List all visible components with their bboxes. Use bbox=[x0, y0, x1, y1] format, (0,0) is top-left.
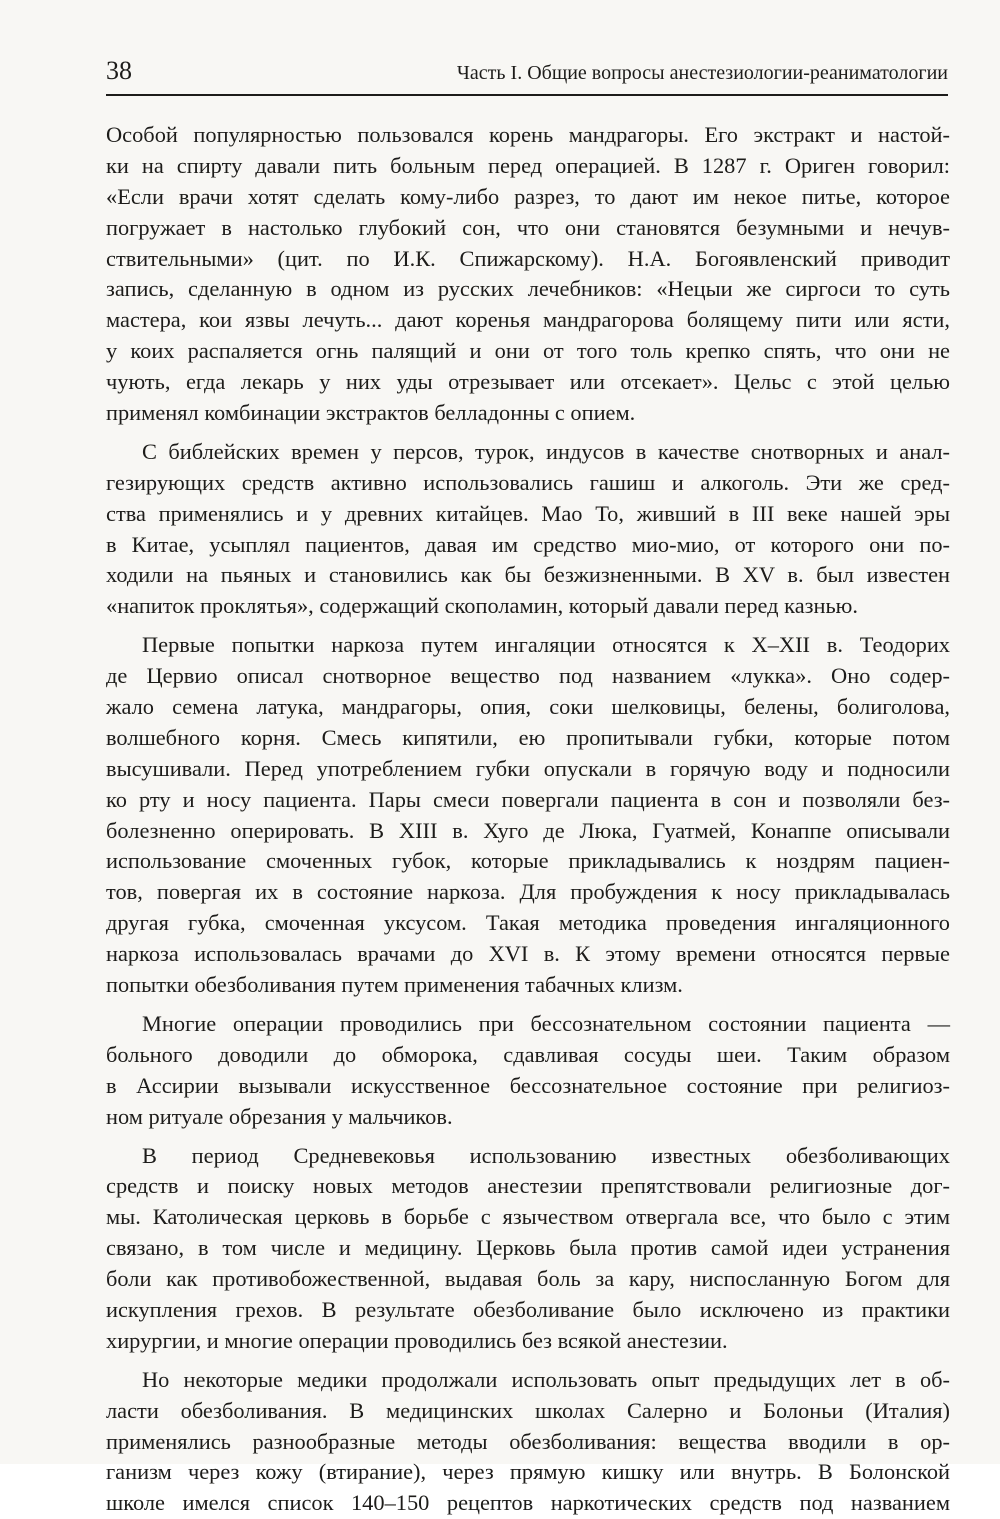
text-line: школе имелся список 140–150 рецептов наркотических средств под названием bbox=[106, 1490, 950, 1516]
text-line: Многие операции проводились при бессознательном состоянии пациента — bbox=[142, 1010, 950, 1036]
text-line: искупления грехов. В результате обезболивание было исключено из практики bbox=[106, 1296, 950, 1322]
text-line: попытки обезболивания путем применения табачных клизм. bbox=[106, 972, 683, 998]
text-line: Первые попытки наркоза путем ингаляции относятся к X–XII в. Теодорих bbox=[142, 632, 950, 658]
text-line: «напиток проклятья», содержащий скополамин, который давали перед казнью. bbox=[106, 593, 859, 619]
body-text bbox=[106, 120, 950, 1519]
text-line: погружает в настолько глубокий сон, что они становятся безумными и нечув- bbox=[106, 214, 950, 240]
text-line: С библейских времен у персов, турок, индусов в качестве снотворных и анал- bbox=[142, 438, 950, 464]
text-line: применял комбинации экстрактов белладонны с опием. bbox=[106, 400, 636, 426]
paragraph bbox=[106, 630, 950, 1001]
text-line: хирургии, и многие операции проводились без всякой анестезии. bbox=[106, 1327, 728, 1353]
text-line: ки на спирту давали пить больным перед операцией. В 1287 г. Ориген говорил: bbox=[106, 152, 950, 178]
text-line: ко рту и носу пациента. Пары смеси повергали пациента в сон и позволяли без- bbox=[106, 786, 950, 812]
text-line: чують, егда лекарь у них уды отрезывает или отсекает». Цельс с этой целью bbox=[106, 369, 950, 395]
text-line: В период Средневековья использованию известных обезболивающих bbox=[142, 1142, 950, 1168]
text-line: ласти обезболивания. В медицинских школах Салерно и Болоньи (Италия) bbox=[106, 1397, 950, 1423]
text-line: Особой популярностью пользовался корень мандрагоры. Его экстракт и настой- bbox=[106, 122, 950, 147]
text-line: больного доводили до обморока, сдавливая сосуды шеи. Таким образом bbox=[106, 1041, 950, 1067]
text-line: наркоза использовалась врачами до XVI в. К этому времени относятся первые bbox=[106, 941, 950, 967]
paragraph bbox=[106, 1009, 950, 1133]
text-line: у коих распаляется огнь палящий и они от того толь крепко спять, что они не bbox=[106, 338, 950, 364]
text-line: применялись разнообразные методы обезболивания: вещества вводили в ор- bbox=[106, 1428, 950, 1454]
text-line: использование смоченных губок, которые прикладывались к ноздрям пациен- bbox=[106, 848, 950, 874]
paragraph bbox=[106, 1365, 950, 1519]
text-line: ства применялись и у древних китайцев. Мао То, живший в III веке нашей эры bbox=[106, 500, 950, 526]
text-line: волшебного корня. Смесь кипятили, ею пропитывали губки, которые потом bbox=[106, 724, 950, 750]
text-line: мастера, кои язвы лечуть... дают коренья мандрагорова болящему пити или ясти, bbox=[106, 307, 950, 333]
text-line: в Ассирии вызывали искусственное бессознательное состояние при религиоз- bbox=[106, 1072, 950, 1098]
text-line: связано, в том числе и медицину. Церковь была против самой идеи устранения bbox=[106, 1235, 950, 1261]
text-line: жало семена латука, мандрагоры, опия, соки шелковицы, белены, болиголова, bbox=[106, 694, 950, 720]
text-line: ном ритуале обрезания у мальчиков. bbox=[106, 1103, 453, 1129]
page-header bbox=[106, 52, 948, 96]
text-line: в Китае, усыплял пациентов, давая им средство мио-мио, от которого они по- bbox=[106, 531, 950, 557]
text-line: высушивали. Перед употреблением губки опускали в горячую воду и подносили bbox=[106, 755, 950, 781]
paragraph bbox=[106, 437, 950, 622]
text-line: де Цервио описал снотворное вещество под названием «лукка». Оно содер- bbox=[106, 663, 950, 689]
text-line: Но некоторые медики продолжали использовать опыт предыдущих лет в об- bbox=[142, 1366, 950, 1392]
text-line: боли как противобожественной, выдавая боль за кару, ниспосланную Богом для bbox=[106, 1266, 950, 1292]
text-line: средств и поиску новых методов анестезии препятствовали религиозные дог- bbox=[106, 1173, 950, 1199]
page-number: 38 bbox=[106, 56, 132, 85]
running-title: Часть I. Общие вопросы анестезиологии-реаниматологии bbox=[456, 62, 948, 84]
text-line: болезненно оперировать. В XIII в. Хуго де Люка, Гуатмей, Конаппе описывали bbox=[106, 817, 950, 843]
text-line: запись, сделанную в одном из русских лечебников: «Нецыи же сиргоси то суть bbox=[106, 276, 950, 302]
paragraph bbox=[106, 120, 950, 429]
text-line: ствительными» (цит. по И.К. Спижарскому). Н.А. Богоявленский приводит bbox=[106, 245, 950, 271]
text-line: мы. Католическая церковь в борьбе с язычеством отвергала все, что было с этим bbox=[106, 1204, 950, 1230]
text-line: тов, повергая их в состояние наркоза. Для пробуждения к носу прикладывалась bbox=[106, 879, 950, 905]
text-line: «Если врачи хотят сделать кому-либо разрез, то дают им некое питье, которое bbox=[106, 183, 950, 209]
paragraph bbox=[106, 1141, 950, 1357]
text-line: гезирующих средств активно использовались гашиш и алкоголь. Эти же сред- bbox=[106, 469, 950, 495]
text-line: ганизм через кожу (втирание), через прямую кишку или внутрь. В Болонской bbox=[106, 1459, 950, 1485]
text-line: другая губка, смоченная уксусом. Такая методика проведения ингаляционного bbox=[106, 910, 950, 936]
text-line: ходили на пьяных и становились как бы безжизненными. В XV в. был известен bbox=[106, 562, 950, 588]
